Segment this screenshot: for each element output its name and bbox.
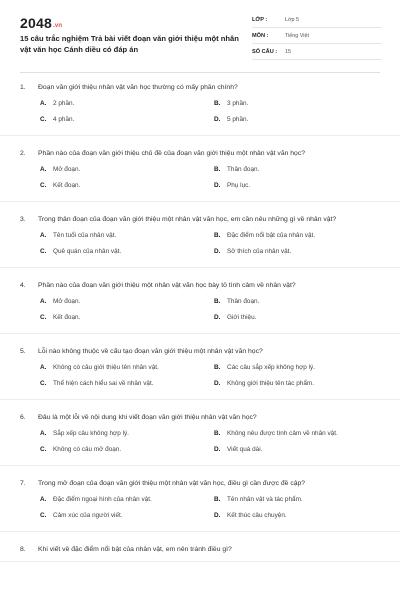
answer-option[interactable] — [40, 297, 214, 307]
answer-options — [20, 429, 380, 465]
option-letter: B. — [214, 100, 221, 107]
option-text: Sở thích của nhân vật. — [227, 248, 292, 255]
option-letter: A. — [40, 496, 47, 503]
site-logo[interactable] — [20, 15, 62, 31]
question-number: 2. — [20, 150, 26, 157]
question-text: Trong thân đoạn của đoạn văn giới thiệu một nhân vật văn học, em cần nêu những gì về nhân vật? — [38, 216, 337, 223]
question-text: Phần nào của đoạn văn giới thiệu một nhân vật văn học bày tỏ tình cảm về nhân vật? — [38, 282, 296, 289]
option-letter: D. — [214, 116, 221, 123]
question-list — [0, 80, 400, 572]
option-letter: C. — [40, 116, 47, 123]
answer-options — [20, 297, 380, 333]
question-item — [0, 278, 400, 334]
answer-option[interactable] — [214, 247, 380, 257]
question-spacer — [0, 202, 400, 212]
meta-row-subject — [252, 28, 382, 44]
question-item — [0, 212, 400, 268]
option-text: Không có câu mở đoạn. — [53, 446, 122, 453]
logo-suffix: .vn — [52, 23, 63, 29]
option-text: Giới thiệu. — [227, 314, 257, 321]
question-spacer — [0, 400, 400, 410]
question-stem — [20, 278, 380, 297]
question-spacer — [0, 268, 400, 278]
option-letter: D. — [214, 380, 221, 387]
meta-row-grade — [252, 12, 382, 28]
option-letter: A. — [40, 298, 47, 305]
option-letter: A. — [40, 364, 47, 371]
meta-label: SỐ CÂU : — [252, 48, 278, 55]
option-text: 5 phần. — [227, 116, 249, 123]
option-text: 2 phần. — [53, 100, 75, 107]
question-text: Đoạn văn giới thiệu nhân vật văn học thường có mấy phần chính? — [38, 84, 238, 91]
answer-options — [20, 363, 380, 399]
option-text: Quê quán của nhân vật. — [53, 248, 122, 255]
question-number: 4. — [20, 282, 26, 289]
option-text: Không nêu được tình cảm về nhân vật. — [227, 430, 338, 437]
question-stem — [20, 542, 380, 561]
question-item — [0, 542, 400, 562]
answer-option[interactable] — [214, 181, 380, 191]
answer-option[interactable] — [214, 495, 380, 505]
answer-option[interactable] — [40, 313, 214, 323]
option-letter: B. — [214, 166, 221, 173]
option-letter: D. — [214, 248, 221, 255]
question-item — [0, 80, 400, 136]
header-divider — [20, 72, 380, 73]
option-letter: D. — [214, 446, 221, 453]
option-text: Phụ lục. — [227, 182, 251, 189]
option-text: Kết thúc câu chuyện. — [227, 512, 287, 519]
answer-option[interactable] — [214, 297, 380, 307]
question-item — [0, 410, 400, 466]
question-text: Trong mở đoạn của đoạn văn giới thiệu một nhân vật văn học, điều gì cần được đề cập? — [38, 480, 306, 487]
option-letter: C. — [40, 380, 47, 387]
option-text: Đặc điểm ngoại hình của nhân vật. — [53, 496, 152, 503]
question-spacer — [0, 466, 400, 476]
question-item — [0, 476, 400, 532]
option-text: Sắp xếp câu không hợp lý. — [53, 430, 129, 437]
option-letter: B. — [214, 232, 221, 239]
answer-options — [20, 165, 380, 201]
option-text: Tên tuổi của nhân vật. — [53, 232, 117, 239]
option-letter: C. — [40, 446, 47, 453]
option-text: Đặc điểm nổi bật của nhân vật. — [227, 232, 316, 239]
question-text: Phần nào của đoạn văn giới thiệu chủ đề của đoạn văn giới thiệu một nhân vật văn học? — [38, 150, 306, 157]
option-text: Viết quá dài. — [227, 446, 263, 453]
answer-options — [20, 495, 380, 531]
option-letter: D. — [214, 314, 221, 321]
answer-option[interactable] — [40, 363, 214, 373]
option-text: Không có câu giới thiệu tên nhân vật. — [53, 364, 159, 371]
meta-value: 15 — [285, 48, 291, 55]
question-number: 1. — [20, 84, 26, 91]
answer-options — [20, 99, 380, 135]
answer-option[interactable] — [214, 429, 380, 439]
question-stem — [20, 80, 380, 99]
question-stem — [20, 410, 380, 429]
option-letter: C. — [40, 512, 47, 519]
question-stem — [20, 146, 380, 165]
question-number: 7. — [20, 480, 26, 487]
option-letter: B. — [214, 364, 221, 371]
answer-option[interactable] — [214, 313, 380, 323]
option-text: Cảm xúc của người viết. — [53, 512, 123, 519]
option-text: 4 phần. — [53, 116, 75, 123]
answer-option[interactable] — [214, 115, 380, 125]
header — [0, 0, 400, 64]
answer-option[interactable] — [40, 115, 214, 125]
meta-row-count — [252, 44, 382, 60]
question-item — [0, 344, 400, 400]
option-text: Thể hiện cách hiểu sai về nhân vật. — [53, 380, 154, 387]
answer-option[interactable] — [40, 247, 214, 257]
option-text: Mở đoạn. — [53, 166, 81, 173]
question-text: Đâu là một lỗi về nội dung khi viết đoạn văn giới thiệu nhân vật văn học? — [38, 414, 257, 421]
answer-option[interactable] — [214, 99, 380, 109]
question-stem — [20, 476, 380, 495]
option-text: Kết đoạn. — [53, 314, 81, 321]
option-letter: B. — [214, 430, 221, 437]
option-letter: A. — [40, 232, 47, 239]
answer-option[interactable] — [40, 231, 214, 241]
answer-option[interactable] — [40, 429, 214, 439]
question-item — [0, 146, 400, 202]
document-title: 15 câu trắc nghiệm Trả bài viết đoạn văn giới thiệu một nhân vật văn học Cánh diều có đáp án — [20, 34, 239, 54]
question-stem — [20, 212, 380, 231]
question-spacer — [0, 562, 400, 572]
meta-label: LỚP : — [252, 16, 268, 23]
answer-option[interactable] — [40, 165, 214, 175]
option-text: Không giới thiệu tên tác phẩm. — [227, 380, 314, 387]
option-text: 3 phần. — [227, 100, 249, 107]
option-text: Kết đoạn. — [53, 182, 81, 189]
answer-option[interactable] — [40, 495, 214, 505]
option-letter: B. — [214, 298, 221, 305]
question-text: Lỗi nào không thuộc về cấu tạo đoạn văn giới thiệu một nhân vật văn học? — [38, 348, 263, 355]
meta-table — [252, 12, 382, 60]
option-text: Tên nhân vật và tác phẩm. — [227, 496, 303, 503]
option-letter: D. — [214, 512, 221, 519]
logo-text: 2048 — [20, 15, 52, 31]
option-letter: A. — [40, 430, 47, 437]
answer-option[interactable] — [214, 165, 380, 175]
answer-option[interactable] — [40, 181, 214, 191]
meta-value: Lớp 5 — [285, 16, 300, 23]
option-letter: B. — [214, 496, 221, 503]
question-number: 6. — [20, 414, 26, 421]
meta-value: Tiếng Việt — [285, 32, 309, 39]
option-letter: A. — [40, 166, 47, 173]
answer-option[interactable] — [40, 99, 214, 109]
question-number: 5. — [20, 348, 26, 355]
answer-option[interactable] — [40, 511, 214, 521]
option-text: Các câu sắp xếp không hợp lý. — [227, 364, 316, 371]
question-number: 3. — [20, 216, 26, 223]
answer-options — [20, 231, 380, 267]
option-text: Thân đoạn. — [227, 166, 260, 173]
question-spacer — [0, 136, 400, 146]
option-letter: A. — [40, 100, 47, 107]
option-text: Thân đoạn. — [227, 298, 260, 305]
option-letter: D. — [214, 182, 221, 189]
question-spacer — [0, 334, 400, 344]
question-text: Khi viết về đặc điểm nổi bật của nhân vật, em nên tránh điều gì? — [38, 546, 232, 553]
question-spacer — [0, 532, 400, 542]
answer-option[interactable] — [214, 363, 380, 373]
answer-option[interactable] — [214, 379, 380, 389]
answer-option[interactable] — [214, 231, 380, 241]
question-number: 8. — [20, 546, 26, 553]
question-stem — [20, 344, 380, 363]
answer-option[interactable] — [214, 511, 380, 521]
answer-option[interactable] — [40, 379, 214, 389]
answer-option[interactable] — [214, 445, 380, 455]
option-letter: C. — [40, 314, 47, 321]
option-letter: C. — [40, 182, 47, 189]
option-letter: C. — [40, 248, 47, 255]
option-text: Mở đoạn. — [53, 298, 81, 305]
answer-option[interactable] — [40, 445, 214, 455]
meta-label: MÔN : — [252, 32, 269, 39]
